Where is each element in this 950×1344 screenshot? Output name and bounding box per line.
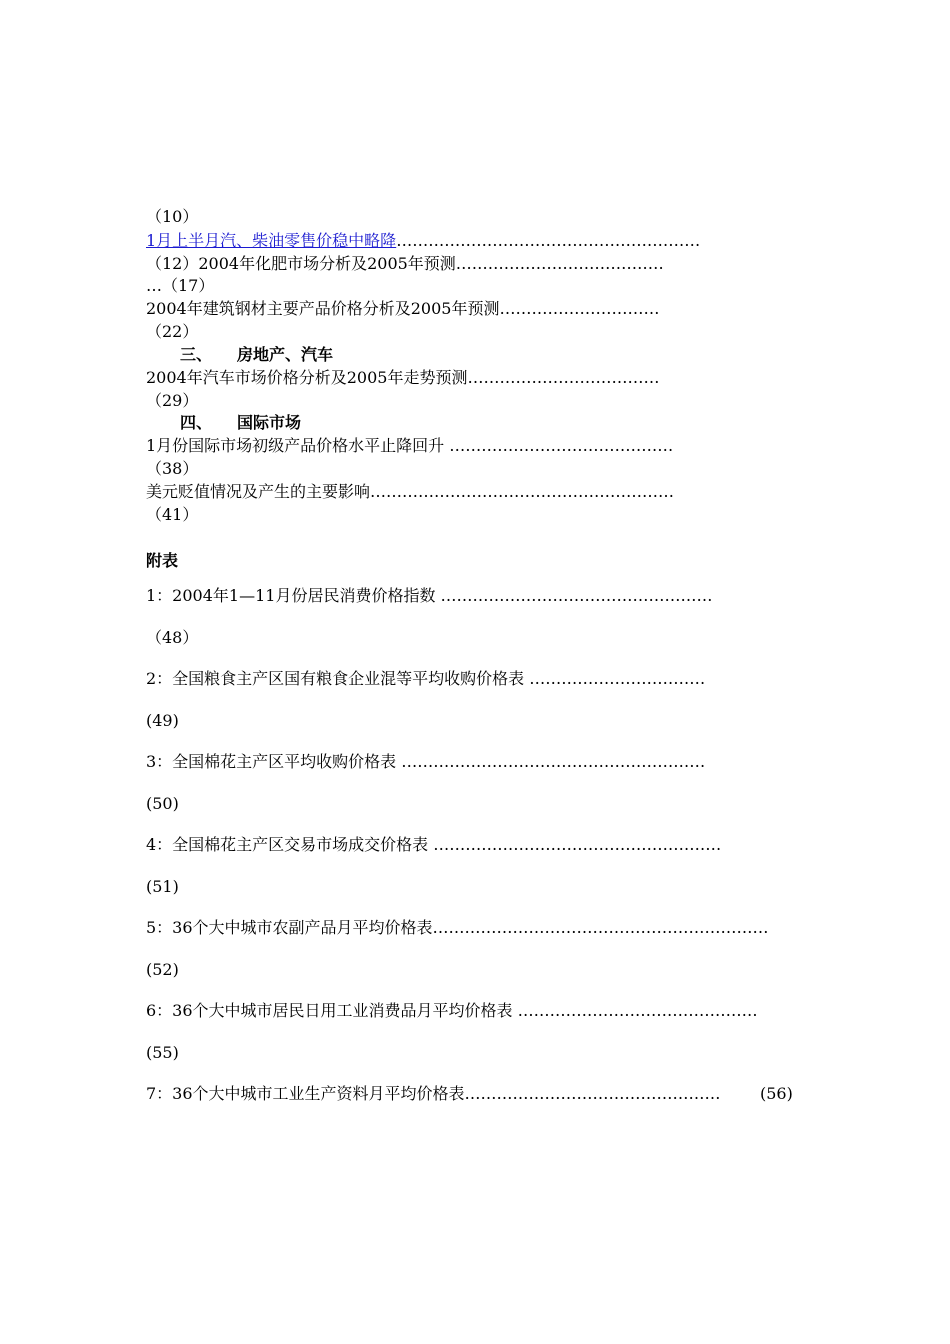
appendix-page-ref: （48）	[146, 628, 199, 647]
appendix-entry: 7：36个大中城市工业生产资料月平均价格表…………………………………………	[146, 1084, 721, 1103]
appendix-entry: 1：2004年1—11月份居民消费价格指数 ……………………………………………	[146, 586, 713, 605]
toc-link-text[interactable]: 1月上半月汽、柴油零售价稳中略降	[146, 231, 397, 250]
appendix-page-ref: (56)	[760, 1084, 793, 1103]
appendix-page-ref: (49)	[146, 711, 179, 730]
appendix-entry: 5：36个大中城市农副产品月平均价格表………………………………………………………	[146, 918, 769, 937]
toc-page-ref: （29）	[146, 391, 199, 410]
toc-entry-fuel-price[interactable]	[146, 229, 806, 252]
appendix-entry: 6：36个大中城市居民日用工业消费品月平均价格表 ………………………………………	[146, 1001, 758, 1020]
appendix-entry: 3：全国棉花主产区平均收购价格表 …………………………………………………	[146, 752, 706, 771]
appendix-entry: 2：全国粮食主产区国有粮食企业混等平均收购价格表 ……………………………	[146, 669, 706, 688]
appendix-entry: 4：全国棉花主产区交易市场成交价格表 ………………………………………………	[146, 835, 722, 854]
toc-page-ref: …（17）	[146, 276, 215, 295]
toc-page-ref: （22）	[146, 322, 199, 341]
appendix-heading: 附表	[146, 551, 179, 570]
toc-entry-usd-depreciation: 美元贬值情况及产生的主要影响…………………………………………………	[146, 482, 675, 501]
appendix-page-ref: (55)	[146, 1043, 179, 1062]
section-number: 三、	[180, 345, 213, 364]
appendix-page-ref: (52)	[146, 960, 179, 979]
appendix-page-ref: (51)	[146, 877, 179, 896]
appendix-page-ref: (50)	[146, 794, 179, 813]
toc-entry-fertilizer: （12）2004年化肥市场分析及2005年预测…………………………………	[146, 254, 664, 273]
section-number: 四、	[180, 413, 213, 432]
toc-page-ref: （10）	[146, 207, 199, 226]
toc-leader: …………………………………………………	[396, 231, 701, 250]
section-title: 房地产、汽车	[237, 345, 334, 364]
toc-entry-intl-commodities: 1月份国际市场初级产品价格水平止降回升 ……………………………………	[146, 436, 674, 455]
toc-page-ref: （41）	[146, 505, 199, 524]
toc-page-ref: （38）	[146, 459, 199, 478]
section-title: 国际市场	[237, 413, 302, 432]
toc-entry-auto-market: 2004年汽车市场价格分析及2005年走势预测………………………………	[146, 368, 660, 387]
toc-entry-steel: 2004年建筑钢材主要产品价格分析及2005年预测…………………………	[146, 299, 660, 318]
